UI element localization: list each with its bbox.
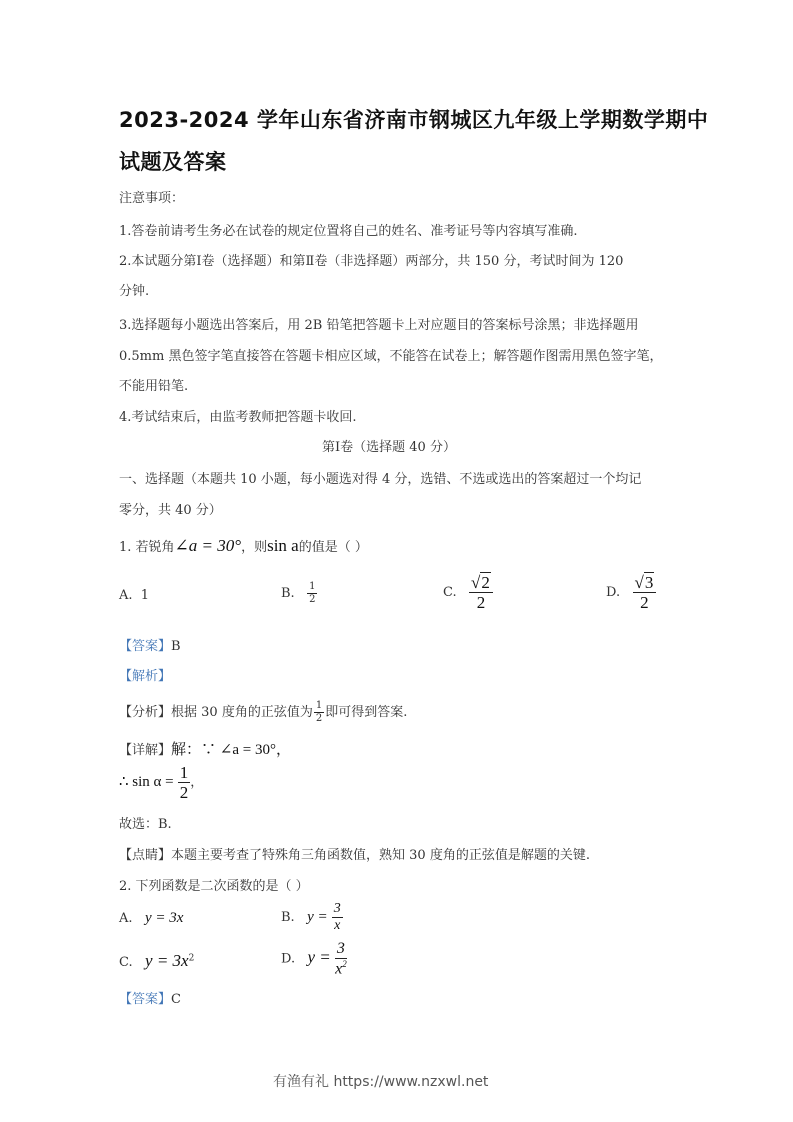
q1-therefore: ∴ sin α = $\frac{1}{2}$ ，	[119, 763, 204, 802]
q2-option-c: C. $y = 3x^2$	[119, 951, 195, 970]
sqrt-icon: √	[634, 573, 644, 592]
fraction: $\frac{1}{2}$	[309, 581, 316, 605]
sqrt-icon: √	[471, 573, 481, 592]
answer-tag: 【答案】	[119, 639, 172, 654]
notice-item: 3.选择题每小题选出答案后，用 2B 铅笔把答题卡上对应题目的答案标号涂黑；非选择题用	[119, 318, 639, 333]
fraction: $\frac{1}{2}$	[315, 700, 323, 724]
section-title: 第Ⅰ卷（选择题 40 分）	[322, 440, 456, 455]
analysis-tag: 【解析】	[119, 669, 172, 684]
fraction: $\frac{1}{2}$	[179, 763, 189, 802]
fraction: $\frac{√3}{2}$	[633, 574, 657, 611]
notice-item: 分钟.	[119, 284, 150, 299]
answer-tag: 【答案】	[119, 992, 172, 1007]
q1-option-d: D. $\frac{√3}{2}$	[606, 574, 656, 611]
q2-option-b: B. y = $\frac{3}{x}$	[281, 901, 341, 933]
notice-item: 0.5mm 黑色签字笔直接答在答题卡相应区域，不能答在试卷上；解答题作图需用黑色签字笔，	[119, 349, 663, 364]
q1-choose: 故选：B.	[119, 817, 172, 832]
notice-item: 4.考试结束后，由监考教师把答题卡收回.	[119, 410, 357, 425]
document-title-line1: 2023-2024 学年山东省济南市钢城区九年级上学期数学期中	[119, 108, 709, 132]
part-description: 一、选择题（本题共 10 小题，每小题选对得 4 分，选错、不选或选出的答案超过一个均记	[119, 472, 642, 487]
q1-fenxi: 【分析】根据 30 度角的正弦值为 $\frac{1}{2}$ 即可得到答案.	[119, 700, 408, 724]
angle-expression: ∠a = 30°	[174, 536, 242, 555]
dianjing-tag: 【点睛】	[119, 848, 172, 863]
notice-item: 1.答卷前请考生务必在试卷的规定位置将自己的姓名、准考证号等内容填写准确.	[119, 224, 578, 239]
fraction: $\frac{3}{x^2}$	[335, 940, 347, 978]
q2-option-a: A. y = 3x	[119, 910, 184, 926]
q2-option-d: D. y = $\frac{3}{x^2}$	[281, 940, 347, 978]
fraction: $\frac{3}{x}$	[333, 901, 341, 933]
notice-item: 不能用铅笔.	[119, 379, 189, 394]
notice-heading: 注意事项：	[119, 191, 185, 206]
q1-option-b: B. $\frac{1}{2}$	[281, 581, 316, 605]
q1-answer: 【答案】B	[119, 639, 181, 654]
question-2-stem: 2. 下列函数是二次函数的是（ ）	[119, 879, 309, 894]
fraction: $\frac{√2}{2}$	[469, 574, 493, 611]
document-title-line2: 试题及答案	[119, 150, 227, 174]
question-1-stem: 1. 若锐角∠a = 30°，则sin a的值是（ ）	[119, 536, 368, 555]
q1-option-a: A. 1	[119, 588, 150, 603]
sin-expression: sin a	[267, 536, 299, 555]
fenxi-tag: 【分析】	[119, 705, 172, 720]
q1-option-c: C. $\frac{√2}{2}$	[443, 574, 493, 611]
q1-dianjing: 【点睛】本题主要考查了特殊角三角函数值，熟知 30 度角的正弦值是解题的关键.	[119, 848, 590, 863]
footer-watermark: 有渔有礼 https://www.nzxwl.net	[273, 1074, 489, 1090]
q1-xiangjie: 【详解】解：∵ ∠a = 30°，	[119, 742, 291, 758]
xiangjie-tag: 【详解】	[119, 743, 172, 758]
part-description: 零分，共 40 分）	[119, 503, 222, 518]
q2-answer: 【答案】C	[119, 992, 181, 1007]
notice-item: 2.本试题分第Ⅰ卷（选择题）和第Ⅱ卷（非选择题）两部分，共 150 分，考试时间为 120	[119, 254, 624, 269]
